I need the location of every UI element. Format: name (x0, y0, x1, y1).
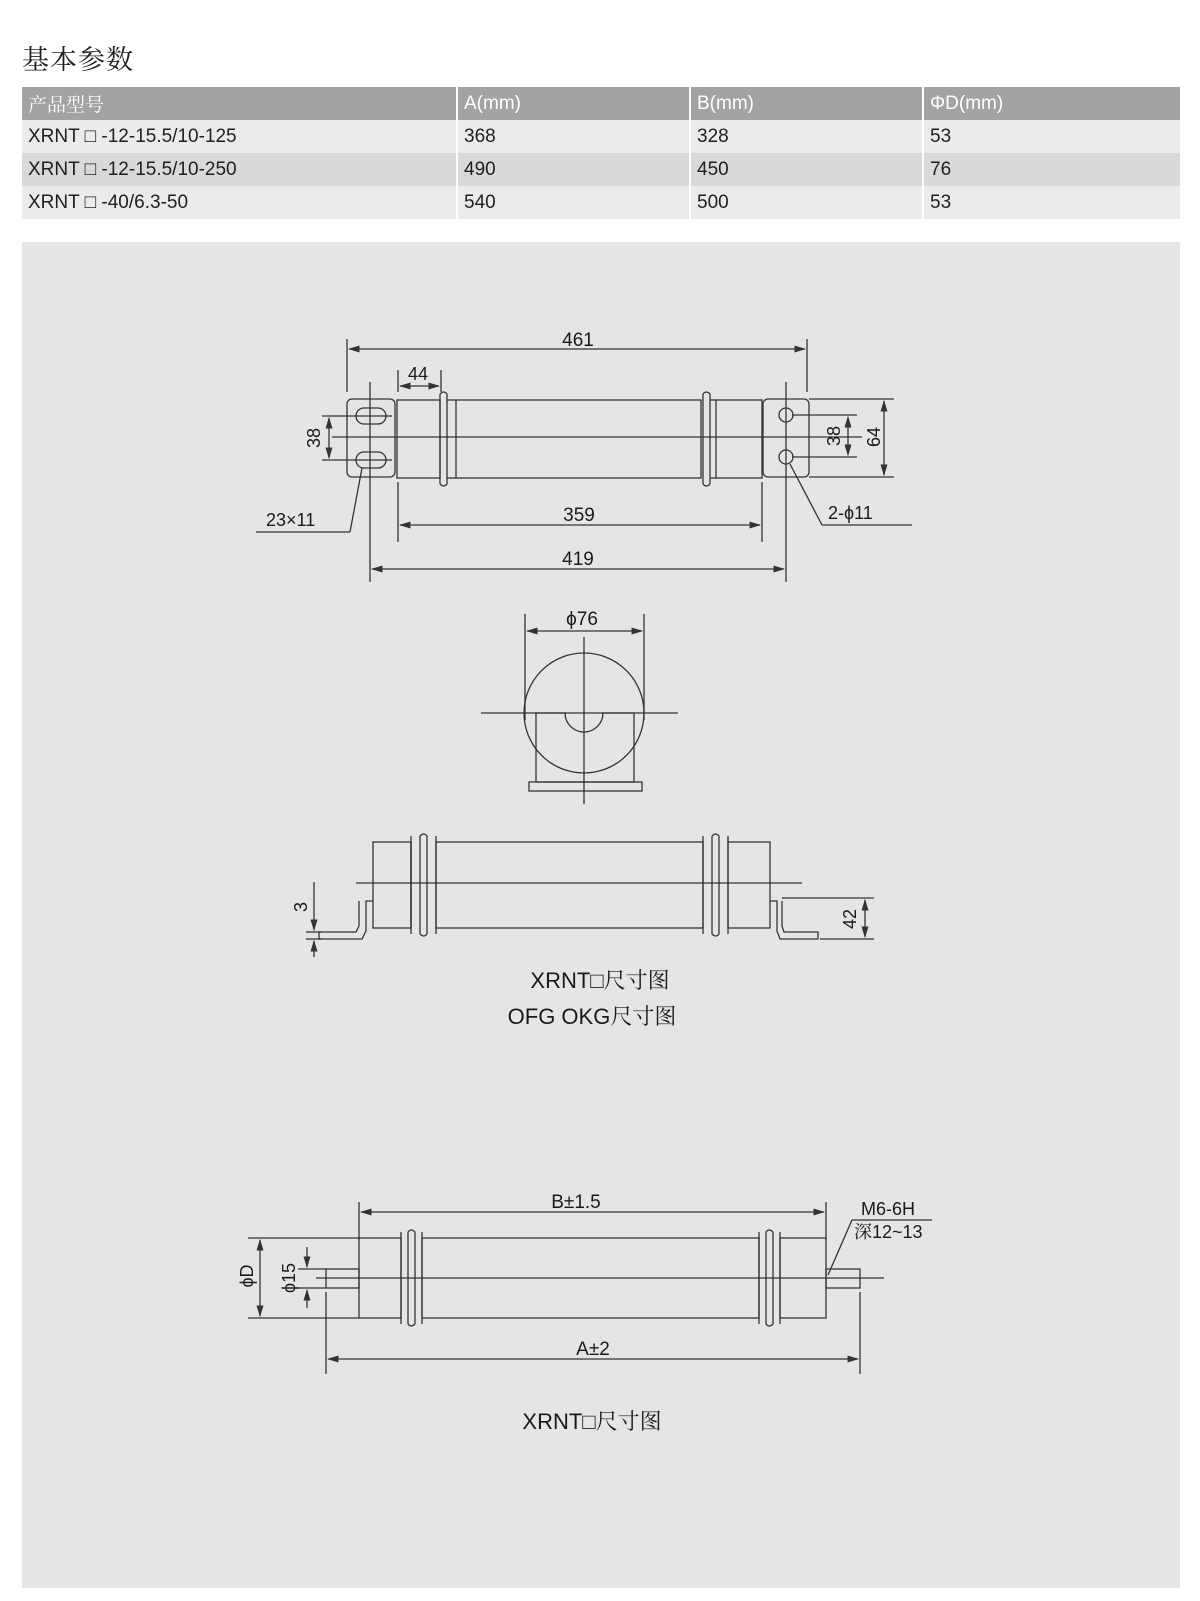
dim-label-461: 461 (562, 330, 594, 351)
fuse-top-view (256, 330, 912, 582)
left-cap (397, 400, 440, 478)
dim-label-359: 359 (563, 505, 595, 526)
caption-xrnt-2: XRNT□尺寸图 (522, 1409, 662, 1434)
cell-d: 53 (923, 120, 1180, 153)
side-body (436, 842, 703, 928)
thread-label-2: 深12~13 (854, 1222, 923, 1242)
dim-label-64: 64 (864, 426, 884, 448)
dim-label-419: 419 (562, 549, 594, 570)
dim-label-3: 3 (291, 901, 311, 913)
left-bracket (319, 901, 373, 939)
dimension-drawings (22, 242, 1180, 1588)
fuse-side-view (291, 834, 874, 957)
dim-label-38-left: 38 (304, 427, 324, 449)
dim-label-d: ϕD (237, 1264, 257, 1288)
cell-b: 328 (690, 120, 923, 153)
dim-label-42: 42 (840, 908, 860, 930)
cell-model: XRNT □ -12-15.5/10-250 (22, 153, 457, 186)
table-row (22, 186, 1180, 219)
dim-label-38-right: 38 (824, 425, 844, 447)
fuse-drawing-2 (237, 1192, 932, 1374)
caption-xrnt-1: XRNT□尺寸图 (530, 968, 670, 993)
dim-label-15: ϕ15 (279, 1262, 299, 1294)
dim-label-44: 44 (407, 364, 429, 384)
left-mounting-plate (347, 399, 395, 477)
dim-label-holes: 2-ϕ11 (828, 503, 873, 523)
table-row (22, 120, 1180, 153)
drawing-panel (22, 242, 1180, 1588)
end-bracket (536, 713, 634, 782)
table-header-row (22, 87, 1180, 120)
cell-d: 53 (923, 186, 1180, 219)
leader-thread (828, 1220, 852, 1275)
col-b-header: B(mm) (690, 87, 923, 120)
cell-a: 368 (457, 120, 690, 153)
cell-a: 490 (457, 153, 690, 186)
end-base (529, 782, 642, 791)
cell-model: XRNT □ -40/6.3-50 (22, 186, 457, 219)
cell-model: XRNT □ -12-15.5/10-125 (22, 120, 457, 153)
thread-label-1: M6-6H (861, 1199, 916, 1219)
side-left-cap (373, 842, 411, 928)
section-title: 基本参数 (22, 45, 134, 75)
cell-a: 540 (457, 186, 690, 219)
side-right-cap (728, 842, 770, 928)
right-bracket (770, 901, 818, 939)
leader-holes (790, 464, 822, 525)
col-model-header: 产品型号 (22, 87, 457, 120)
dim-label-b: B±1.5 (551, 1192, 601, 1213)
dim-label-slot: 23×11 (266, 510, 316, 530)
fuse-end-view (481, 609, 678, 804)
dim-label-a: A±2 (576, 1339, 610, 1360)
caption-ofg-okg: OFG OKG尺寸图 (507, 1004, 677, 1029)
parameter-table (22, 87, 1180, 219)
cell-d: 76 (923, 153, 1180, 186)
dim-label-76: ϕ76 (566, 609, 598, 630)
right-cap (716, 400, 762, 478)
fuse-body (456, 400, 701, 478)
col-d-header: ΦD(mm) (923, 87, 1180, 120)
left-flange-edge (440, 392, 447, 486)
cell-b: 450 (690, 153, 923, 186)
col-a-header: A(mm) (457, 87, 690, 120)
table-row (22, 153, 1180, 186)
cell-b: 500 (690, 186, 923, 219)
